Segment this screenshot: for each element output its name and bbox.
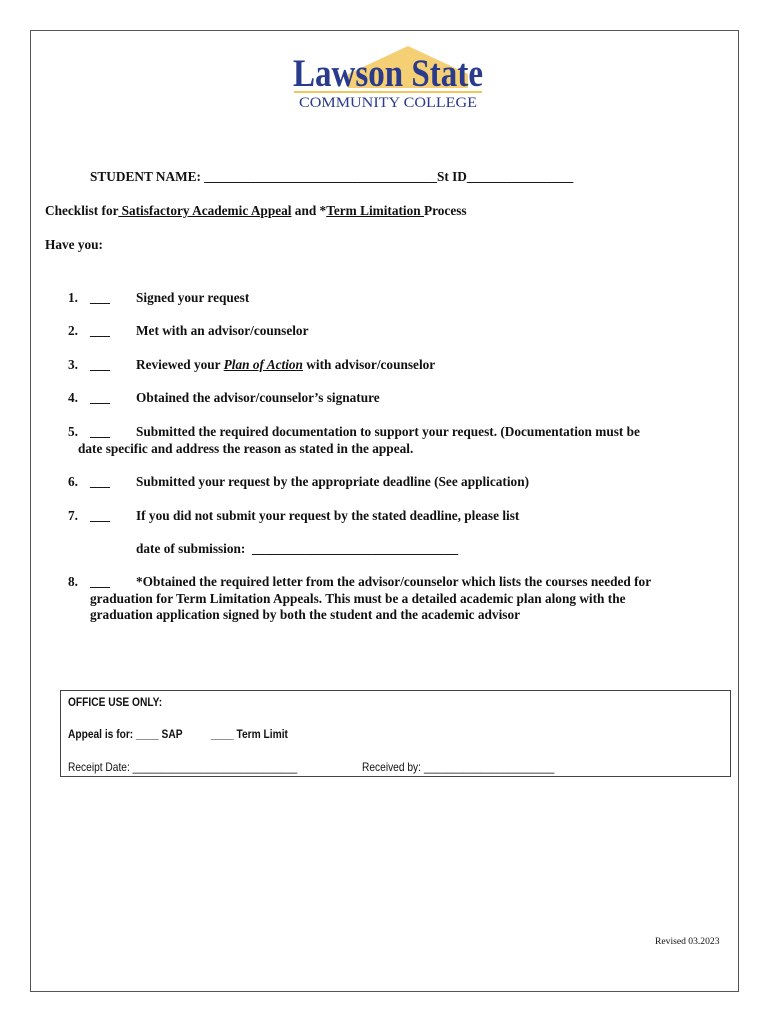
item-text: Met with an advisor/counselor xyxy=(136,323,309,338)
checklist-middle: and * xyxy=(291,203,327,218)
item-text-end: with advisor/counselor xyxy=(302,357,436,372)
logo-title: Lawson State xyxy=(293,52,483,96)
item-number: 6. xyxy=(68,474,78,489)
item-check-blank[interactable]: ___ xyxy=(90,508,110,523)
item-check-blank[interactable]: ___ xyxy=(90,290,110,305)
checklist-item-2 xyxy=(68,323,308,339)
item-number: 3. xyxy=(68,357,78,372)
checklist-item-7 xyxy=(68,508,519,524)
item-number: 7. xyxy=(68,508,78,523)
college-logo xyxy=(288,44,488,116)
checklist-item-3 xyxy=(68,357,435,373)
have-you-label: Have you: xyxy=(45,237,103,252)
checklist-item-5 xyxy=(68,424,738,457)
appeal-sap-option[interactable]: Appeal is for: ____ SAP xyxy=(68,728,183,741)
item-text: Submitted your request by the appropriate deadline (See application) xyxy=(136,474,530,489)
item-check-blank[interactable]: ___ xyxy=(90,390,110,405)
checklist-item-8 xyxy=(68,574,738,624)
item-text-line2: graduation for Term Limitation Appeals. This must be a detailed academic plan along with the xyxy=(90,590,626,606)
student-name-blank[interactable]: ___________________________________ xyxy=(204,169,437,184)
item-text-line1: *Obtained the required letter from the advisor/counselor which lists the courses needed for xyxy=(136,574,652,589)
student-id-label: St ID xyxy=(436,169,467,184)
receipt-date-field[interactable]: Receipt Date: _____________________________ xyxy=(68,761,298,774)
office-use-title: OFFICE USE ONLY: xyxy=(68,696,163,709)
checklist-prefix: Checklist for xyxy=(45,203,119,218)
item-number: 2. xyxy=(68,323,78,338)
item-text: Obtained the advisor/counselor’s signature xyxy=(136,390,380,405)
checklist-term-text: Term Limitation xyxy=(326,203,424,218)
submission-date-line xyxy=(136,541,458,557)
item-text-line1: Submitted the required documentation to support your request. (Documentation must be xyxy=(136,424,640,439)
item-number: 5. xyxy=(68,424,78,439)
office-use-box xyxy=(60,690,731,777)
submission-date-label: date of submission: xyxy=(136,541,246,556)
checklist-sap-text: Satisfactory Academic Appeal xyxy=(118,203,292,218)
item-check-blank[interactable]: ___ xyxy=(90,424,110,439)
item-number: 1. xyxy=(68,290,78,305)
plan-of-action-text: Plan of Action xyxy=(223,357,303,372)
item-text: If you did not submit your request by the stated deadline, please list xyxy=(136,508,520,523)
item-check-blank[interactable]: ___ xyxy=(90,474,110,489)
checklist-item-6 xyxy=(68,474,529,490)
received-by-field[interactable]: Received by: _______________________ xyxy=(362,761,555,774)
checklist-heading xyxy=(45,203,467,219)
checklist-suffix: Process xyxy=(423,203,467,218)
item-number: 8. xyxy=(68,574,78,589)
student-info-line xyxy=(90,169,573,185)
item-text: Signed your request xyxy=(136,290,250,305)
item-check-blank[interactable]: ___ xyxy=(90,357,110,372)
submission-date-blank[interactable]: _______________________________ xyxy=(252,541,459,556)
item-text-line2: date specific and address the reason as stated in the appeal. xyxy=(78,440,414,456)
appeal-term-limit-option[interactable]: ____ Term Limit xyxy=(211,728,288,741)
item-text-line3: graduation application signed by both the student and the academic advisor xyxy=(90,607,520,622)
revised-date: Revised 03.2023 xyxy=(655,936,720,947)
logo-subtitle: COMMUNITY COLLEGE xyxy=(299,95,477,111)
item-text: Reviewed your xyxy=(136,357,224,372)
item-check-blank[interactable]: ___ xyxy=(90,574,110,589)
student-id-blank[interactable]: ________________ xyxy=(466,169,574,184)
item-number: 4. xyxy=(68,390,78,405)
student-name-label: STUDENT NAME: xyxy=(90,169,201,184)
checklist-item-4 xyxy=(68,390,380,406)
checklist-item-1 xyxy=(68,290,249,306)
item-check-blank[interactable]: ___ xyxy=(90,323,110,338)
